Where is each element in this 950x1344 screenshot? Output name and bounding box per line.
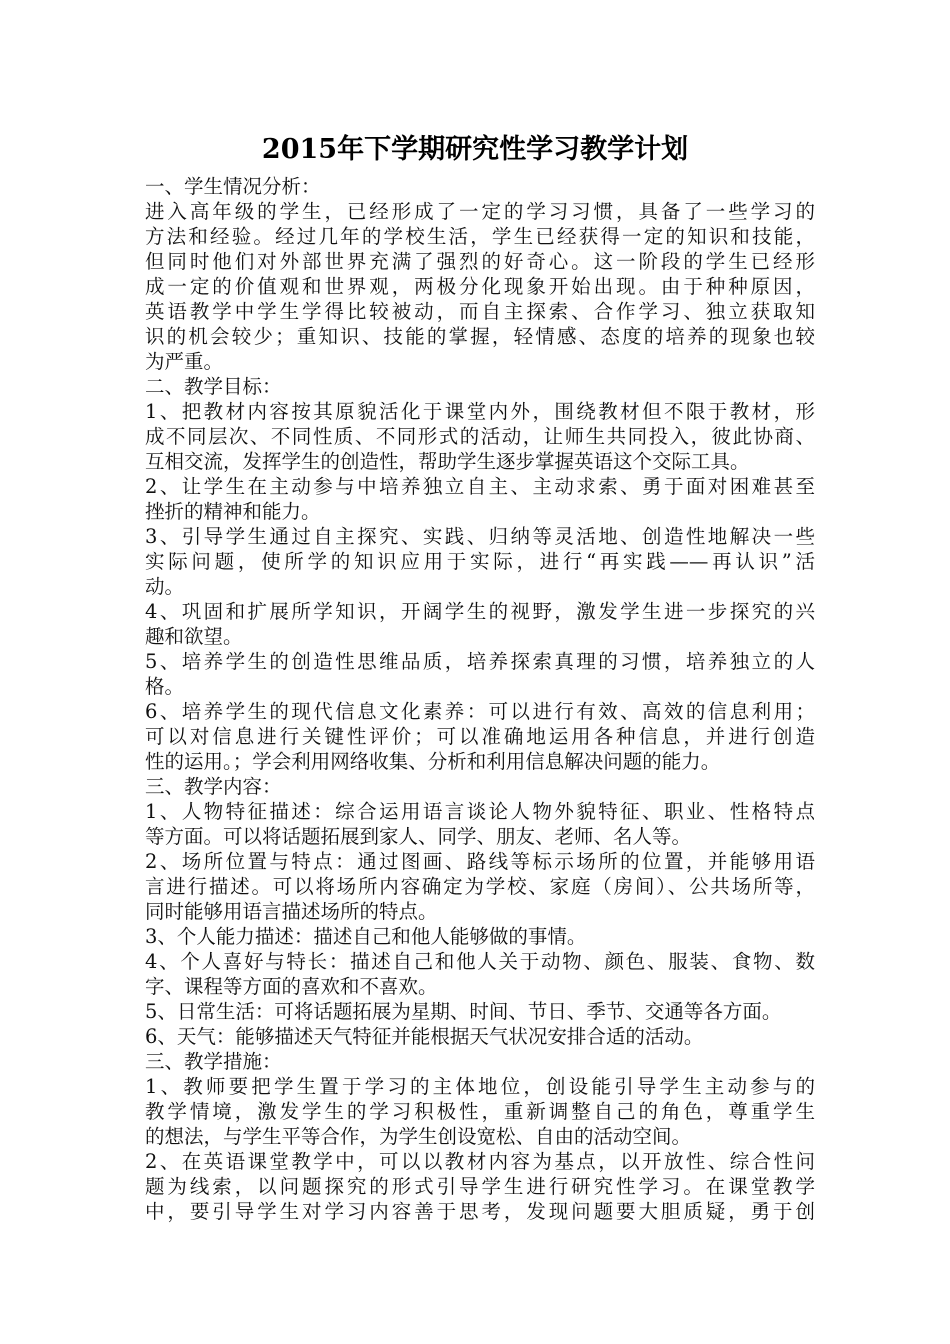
- text-line: 实际问题，使所学的知识应用于实际，进行“再实践——再认识”活: [145, 550, 815, 573]
- text-line: 方法和经验。经过几年的学校生活，学生已经获得一定的知识和技能，: [145, 225, 815, 248]
- text-line: 教学情境，激发学生的学习积极性，重新调整自己的角色，尊重学生: [145, 1100, 815, 1123]
- text-line: 性的运用。；学会利用网络收集、分析和利用信息解决问题的能力。: [145, 750, 721, 773]
- text-line: 中，要引导学生对学习内容善于思考，发现问题要大胆质疑，勇于创: [145, 1200, 815, 1223]
- text-line: 进入高年级的学生，已经形成了一定的学习习惯，具备了一些学习的: [145, 200, 815, 223]
- text-line: 6、天气：能够描述天气特征并能根据天气状况安排合适的活动。: [145, 1025, 704, 1048]
- text-line: 1、教师要把学生置于学习的主体地位，创设能引导学生主动参与的: [145, 1075, 815, 1098]
- text-line: 趣和欲望。: [145, 625, 243, 648]
- text-line: 4、巩固和扩展所学知识，开阔学生的视野，激发学生进一步探究的兴: [145, 600, 815, 623]
- text-line: 一、学生情况分析：: [145, 175, 321, 198]
- text-line: 等方面。可以将话题拓展到家人、同学、朋友、老师、名人等。: [145, 825, 692, 848]
- text-line: 但同时他们对外部世界充满了强烈的好奇心。这一阶段的学生已经形: [145, 250, 815, 273]
- text-line: 三、教学内容：: [145, 775, 282, 798]
- text-line: 二、教学目标：: [145, 375, 282, 398]
- text-line: 动。: [145, 575, 185, 598]
- text-line: 互相交流，发挥学生的创造性，帮助学生逐步掌握英语这个交际工具。: [145, 450, 750, 473]
- document-title: 2015年下学期研究性学习教学计划: [261, 134, 689, 165]
- text-line: 3、个人能力描述：描述自己和他人能够做的事情。: [145, 925, 587, 948]
- text-line: 1、人物特征描述：综合运用语言谈论人物外貌特征、职业、性格特点: [145, 800, 815, 823]
- text-line: 成一定的价值观和世界观，两极分化现象开始出现。由于种种原因，: [145, 275, 815, 298]
- text-line: 为严重。: [145, 350, 224, 373]
- text-line: 字、课程等方面的喜欢和不喜欢。: [145, 975, 438, 998]
- text-line: 识的机会较少；重知识、技能的掌握，轻情感、态度的培养的现象也较: [145, 325, 815, 348]
- text-line: 言进行描述。可以将场所内容确定为学校、家庭（房间）、公共场所等，: [145, 875, 815, 898]
- text-line: 格。: [145, 675, 185, 698]
- text-line: 2、让学生在主动参与中培养独立自主、主动求索、勇于面对困难甚至: [145, 475, 815, 498]
- text-line: 英语教学中学生学得比较被动，而自主探索、合作学习、独立获取知: [145, 300, 815, 323]
- text-line: 5、日常生活：可将话题拓展为星期、时间、节日、季节、交通等各方面。: [145, 1000, 782, 1023]
- text-line: 成不同层次、不同性质、不同形式的活动，让师生共同投入，彼此协商、: [145, 425, 815, 448]
- text-line: 三、教学措施：: [145, 1050, 282, 1073]
- text-line: 5、培养学生的创造性思维品质，培养探索真理的习惯，培养独立的人: [145, 650, 815, 673]
- text-line: 3、引导学生通过自主探究、实践、归纳等灵活地、创造性地解决一些: [145, 525, 815, 548]
- text-line: 4、个人喜好与特长：描述自己和他人关于动物、颜色、服装、食物、数: [145, 950, 815, 973]
- text-line: 题为线索，以问题探究的形式引导学生进行研究性学习。在课堂教学: [145, 1175, 815, 1198]
- text-line: 2、场所位置与特点：通过图画、路线等标示场所的位置，并能够用语: [145, 850, 815, 873]
- text-line: 6、培养学生的现代信息文化素养：可以进行有效、高效的信息利用；: [145, 700, 815, 723]
- document-body: [145, 174, 815, 1224]
- text-line: 2、在英语课堂教学中，可以以教材内容为基点，以开放性、综合性问: [145, 1150, 815, 1173]
- text-line: 可以对信息进行关键性评价；可以准确地运用各种信息，并进行创造: [145, 725, 815, 748]
- text-line: 1、把教材内容按其原貌活化于课堂内外，围绕教材但不限于教材，形: [145, 400, 815, 423]
- text-line: 同时能够用语言描述场所的特点。: [145, 900, 438, 923]
- text-line: 挫折的精神和能力。: [145, 500, 321, 523]
- text-line: 的想法，与学生平等合作，为学生创设宽松、自由的活动空间。: [145, 1125, 692, 1148]
